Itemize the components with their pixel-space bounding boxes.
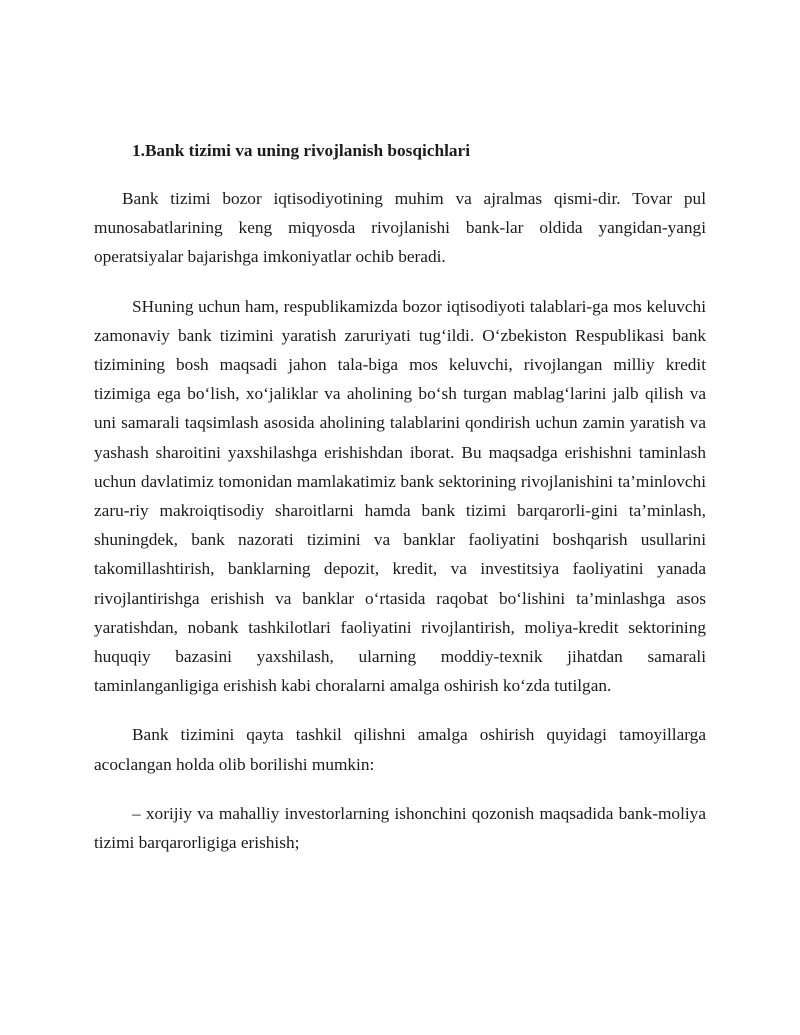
section-heading: 1.Bank tizimi va uning rivojlanish bosqichlari (132, 141, 471, 160)
paragraph-list-item: – xorijiy va mahalliy investorlarning ishonchini qozonish maqsadida bank-moliya tizimi barqarorligiga erishish; (94, 803, 706, 853)
paragraph-principles: Bank tizimini qayta tashkil qilishni amalga oshirish quyidagi tamoyillarga acoclangan holda olib borilishi mumkin: (94, 725, 706, 774)
paragraph-goals: SHuning uchun ham, respublikamizda bozor iqtisodiyoti talablari-ga mos keluvchi zamonaviy bank tizimini yaratish zaruriyati tug‘ildi. O‘zbekiston Respublikasi bank tizimining bosh maqsadi jahon tala-biga mos keluvchi, rivojlangan milliy kredit tizimiga ega bo‘lish, xo‘jaliklar va aholining bo‘sh turgan mablag‘larini jalb qilish va uni samarali taqsimlash asosida aholining talablarini qondirish uchun zamin yaratish va yashash sharoitini yaxshilashga erishishdan iborat. Bu maqsadga erishishni taminlash uchun davlatimiz tomonidan mamlakatimiz bank sektorining rivojlanishini ta’minlovchi zaru-riy makroiqtisodiy sharoitlarni hamda bank tizimi barqarorli-gini ta’minlash, shuningdek, bank nazorati tizimini va banklar faoliyatini boshqarish usullarini takomillashtirish, banklarning depozit, kredit, va investitsiya faoliyatini yanada rivojlantirishga erishish va banklar o‘rtasida raqobat bo‘lishini ta’minlashga asos yaratishdan, nobank tashkilotlari faoliyatini rivojlantirish, moliya-kredit sektorining huquqiy bazasini yaxshilash, ularning moddiy-texnik jihatdan samarali taminlanganligiga erishish kabi choralarni amalga oshirish ko‘zda tutilgan. (94, 296, 706, 696)
paragraph-intro: Bank tizimi bozor iqtisodiyotining muhim va ajralmas qismi-dir. Tovar pul munosabatlarining keng miqyosda rivojlanishi bank-lar oldida yangidan-yangi operatsiyalar bajarishga imkoniyatlar ochib beradi. (94, 189, 706, 267)
document-body (94, 138, 706, 877)
